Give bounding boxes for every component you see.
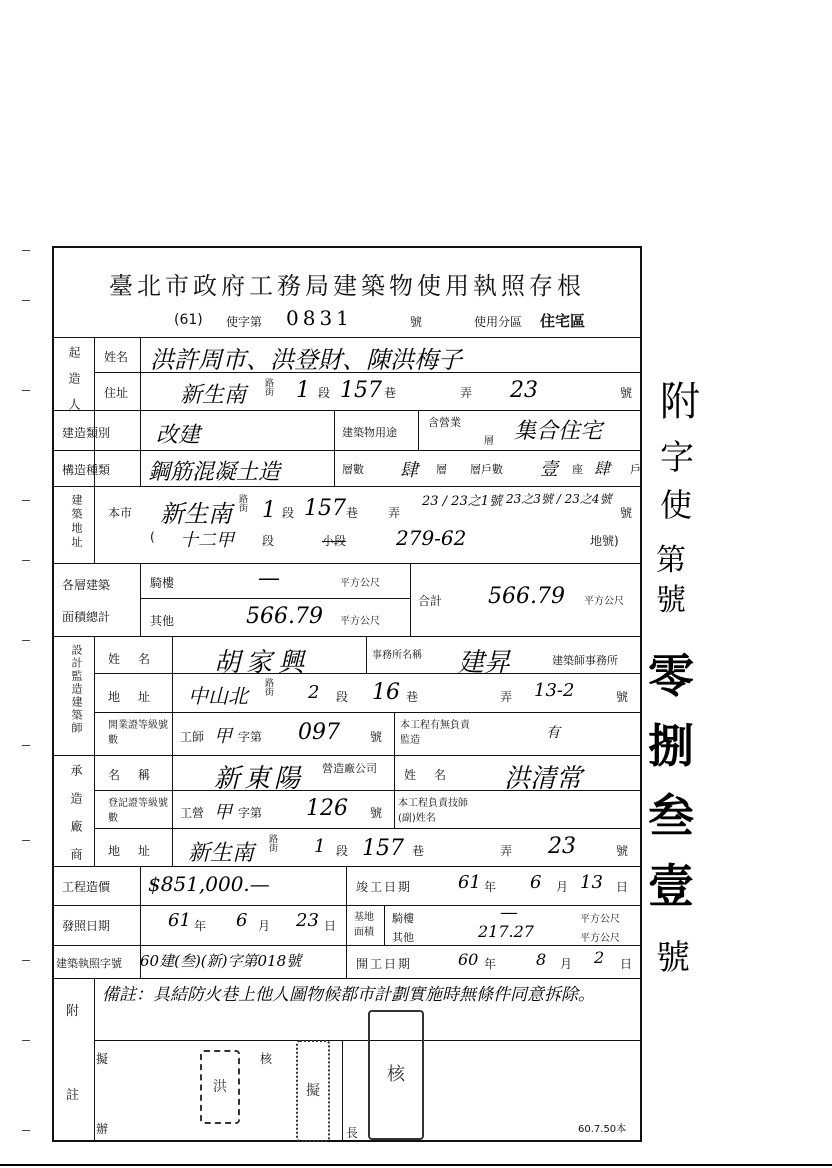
grid-line [384,905,385,945]
area-total-value: 566.79 [488,584,565,609]
margin-dash [22,745,30,746]
builder-road: 新生南 [180,383,247,408]
contractor-sec-label: 段 [336,844,349,858]
margin-dash [22,500,30,501]
completion-label: 竣工日期 [356,880,413,894]
start-year: 60 [458,950,479,969]
architect-lic-suffix: 號 [370,730,383,744]
site-lane: 157 [304,496,346,521]
base-other-label: 其他 [392,931,414,944]
area-other-value: 566.79 [246,604,323,629]
area-arcade-label: 騎樓 [150,576,175,590]
grid-line [172,636,173,866]
base-arcade-unit: 平方公尺 [580,914,620,925]
form-title: 臺北市政府工務局建築物使用執照存根 [109,272,585,300]
start-month: 8 [536,950,547,969]
site-sec-label: 段 [282,506,295,520]
contractor-no-label: 號 [616,844,629,858]
area-total-label: 合計 [418,594,443,608]
site-alley-label: 弄 [388,506,401,520]
structure-label: 構造種類 [62,463,111,477]
site-no-label: 號 [620,506,633,520]
build-use-label: 建築物用途 [342,426,397,439]
margin-dash [22,1040,30,1041]
architect-lane-label: 巷 [406,690,419,704]
floors-value: 肆 [400,460,418,481]
architect-name: 胡家興 [214,648,311,678]
architect-no-label: 號 [616,690,629,704]
grid-line [140,410,141,486]
margin-mark: 號 [656,583,686,618]
margin-dash [22,1130,30,1131]
license-number: 0831 [286,306,353,330]
contractor-reg-suffix: 號 [370,806,383,820]
site-road-suffix: 路街 [237,494,247,512]
builder-address-label: 住址 [104,386,129,400]
area-label-2: 面積總計 [62,610,111,624]
architect-lic-no: 097 [298,720,340,745]
site-nos-right: 23之3號 / 23之4號 [506,492,612,506]
contractor-addr-label: 地址 [108,844,169,858]
margin-dash [22,840,30,841]
contractor-tech-label: 本工程負責技師(副)姓名 [398,798,468,824]
land-subsec: 小段 [322,534,347,548]
margin-mark: 壹 [648,859,694,913]
base-other-unit: 平方公尺 [580,933,620,944]
issue-day-label: 日 [324,919,337,933]
sig-label-3: 核 [260,1052,273,1066]
completion-year-label: 年 [484,880,497,894]
architect-resp: 有 [546,725,560,741]
build-use-prefix: 含營業 [428,416,461,429]
area-total-unit: 平方公尺 [584,596,624,607]
grid-line [52,636,642,637]
completion-year: 61 [458,872,481,893]
license-prefix: (61) [174,312,203,328]
seal-stamp: 擬 [296,1040,330,1142]
margin-dash [22,300,30,301]
contractor-road: 新生南 [188,841,255,866]
base-arcade-label: 騎樓 [392,912,414,925]
margin-mark: 第 [656,543,686,578]
margin-mark: 附 [660,379,700,425]
contractor-reg-prefix: 工營 [180,806,205,820]
floors-label: 層數 [342,463,364,476]
architect-no: 13-2 [534,680,575,701]
build-use-value: 集合住宅 [514,419,603,444]
grid-line [394,755,395,828]
architect-lic-word: 字第 [238,730,263,744]
architect-lane: 16 [372,680,400,705]
land-sec-label: 段 [262,534,275,548]
contractor-section-label: 承造廠商 [69,764,83,876]
contractor-person-label: 姓名 [404,768,465,782]
builder-no-label: 號 [620,386,633,400]
issue-month: 6 [236,910,248,931]
architect-lic-grade: 甲 [214,726,232,747]
completion-month: 6 [530,872,542,893]
grid-line [94,978,95,1142]
margin-mark: 字 [660,438,694,478]
issue-year-label: 年 [194,919,207,933]
contractor-lane: 157 [362,836,404,861]
bottom-edge [0,1164,832,1166]
architect-alley-label: 弄 [500,690,513,704]
margin-mark: 號 [656,938,690,978]
notes-label-1: 附 [66,1004,80,1019]
seal-stamp: 洪 [200,1050,240,1124]
site-lane-label: 巷 [346,506,359,520]
contractor-reg-grade: 甲 [214,802,232,823]
permit-value: 60建(叁)(新)字第018號 [140,952,302,970]
build-use-sub: 層 [484,436,494,447]
completion-day: 13 [580,872,603,893]
architect-office: 建昇 [458,648,511,678]
area-arcade-value: — [258,566,280,591]
base-other-value: 217.27 [478,922,534,941]
seal-stamp: 核 [368,1010,424,1140]
architect-sec: 2 [308,682,320,703]
sig-label-4: 長 [346,1126,359,1140]
grid-line [94,673,642,674]
contractor-road-suffix: 路街 [267,834,277,852]
grid-line [366,636,367,673]
start-label: 開工日期 [356,957,413,971]
form-code: 60.7.50本 [578,1124,627,1135]
site-section-label: 建築地址 [70,494,83,550]
area-arcade-unit: 平方公尺 [340,578,380,589]
bldg-unit: 座 [572,463,583,476]
grid-line [418,410,419,450]
grid-line [410,563,411,636]
margin-dash [22,250,30,251]
sig-divider [342,1040,343,1142]
margin-mark: 捌 [648,719,694,773]
grid-line [94,828,642,829]
zone-label: 使用分區 [474,315,523,329]
grid-line [94,636,95,866]
completion-month-label: 月 [556,880,569,894]
contractor-name: 新東陽 [214,764,305,794]
contractor-reg-label: 登記證等級號數 [108,798,168,824]
builder-name-label: 姓名 [104,350,129,364]
land-close: 地號) [590,534,619,548]
builder-section-label: 起造人 [67,346,81,424]
area-other-unit: 平方公尺 [340,616,380,627]
contractor-alley-label: 弄 [500,844,513,858]
builder-lane-label: 巷 [384,386,397,400]
grid-line [140,337,141,410]
issue-label: 發照日期 [62,919,111,933]
license-suffix: 號 [410,315,423,329]
grid-line [94,712,642,713]
architect-road: 中山北 [188,684,248,708]
land-lot: 279-62 [396,526,467,550]
contractor-name-label: 名稱 [108,768,169,782]
contractor-sec: 1 [314,836,326,857]
notes-text: 備註：具結防火巷上他人圖物候都市計劃實施時無條件同意拆除。 [102,985,595,1005]
builder-lane: 157 [340,378,382,403]
builder-no: 23 [510,378,538,403]
grid-line [334,410,335,486]
completion-day-label: 日 [616,880,629,894]
architect-road-suffix: 路街 [263,678,273,696]
contractor-lane-label: 巷 [412,844,425,858]
grid-line [52,978,642,979]
architect-sec-label: 段 [336,690,349,704]
hh-unit: 戶 [630,463,641,476]
notes-label-2: 註 [66,1088,80,1103]
hh-value: 肆 [594,459,611,478]
grid-line [140,563,141,636]
area-label-1: 各層建築 [62,578,111,592]
site-sec: 1 [262,498,276,523]
builder-alley-label: 弄 [460,386,473,400]
structure-value: 鋼筋混凝土造 [148,460,281,485]
builder-names: 洪許周市、洪登財、陳洪梅子 [150,346,462,374]
grid-line [52,755,642,756]
architect-lic-prefix: 工師 [180,730,205,744]
contractor-person: 洪清常 [504,764,583,794]
zone-value: 住宅區 [540,312,586,330]
sig-label-2: 辦 [96,1122,109,1136]
grid-line [94,486,95,563]
architect-office-suffix: 建築師事務所 [552,654,618,667]
grid-line [52,486,642,487]
build-type-value: 改建 [156,423,201,448]
site-nos-left: 23 / 23之1號 [422,494,502,509]
architect-addr-label: 地址 [108,690,169,704]
margin-dash [22,560,30,561]
contractor-reg-no: 126 [306,796,348,821]
architect-name-label: 姓名 [108,652,169,666]
site-city: 本市 [108,506,133,520]
architect-section-label: 設計監造建築師 [70,644,83,735]
architect-lic-label: 開業證等級號數 [108,720,168,746]
builder-sec-label: 段 [318,386,331,400]
license-word: 使字第 [226,315,263,329]
start-day-label: 日 [620,957,633,971]
margin-mark: 叁 [648,789,694,843]
start-month-label: 月 [560,957,573,971]
grid-line [346,866,347,978]
architect-resp-label: 本工程有無負責監造 [400,720,470,746]
margin-dash [22,960,30,961]
cost-value: $851,000.— [148,872,270,896]
base-arcade-value: — [500,902,518,923]
area-other-label: 其他 [150,614,175,628]
margin-mark: 使 [660,486,693,524]
cost-label: 工程造價 [62,880,111,894]
architect-office-label: 事務所名稱 [372,650,422,661]
site-road: 新生南 [160,500,232,528]
households-label: 層戶數 [470,463,503,476]
land-district: 十二甲 [180,530,234,551]
grid-line [394,712,395,755]
floors-unit: 層 [436,463,447,476]
builder-sec: 1 [296,378,310,403]
build-type-label: 建造類別 [62,426,111,440]
start-year-label: 年 [484,957,497,971]
contractor-reg-word: 字第 [238,806,263,820]
land-open: ( [150,530,155,544]
margin-dash [22,640,30,641]
households-value: 壹 [540,459,558,480]
contractor-name-suffix: 營造廠公司 [322,762,377,775]
contractor-no: 23 [548,834,576,859]
sig-label-1: 擬 [96,1052,109,1066]
margin-dash [22,390,30,391]
permit-label: 建築執照字號 [56,957,122,970]
issue-year: 61 [168,910,191,931]
base-area-label: 基地面積 [354,912,374,938]
issue-month-label: 月 [258,919,271,933]
issue-day: 23 [296,910,319,931]
builder-road-suffix: 路街 [263,378,273,396]
grid-line [140,598,410,599]
margin-mark: 零 [648,649,694,703]
start-day: 2 [594,948,605,967]
